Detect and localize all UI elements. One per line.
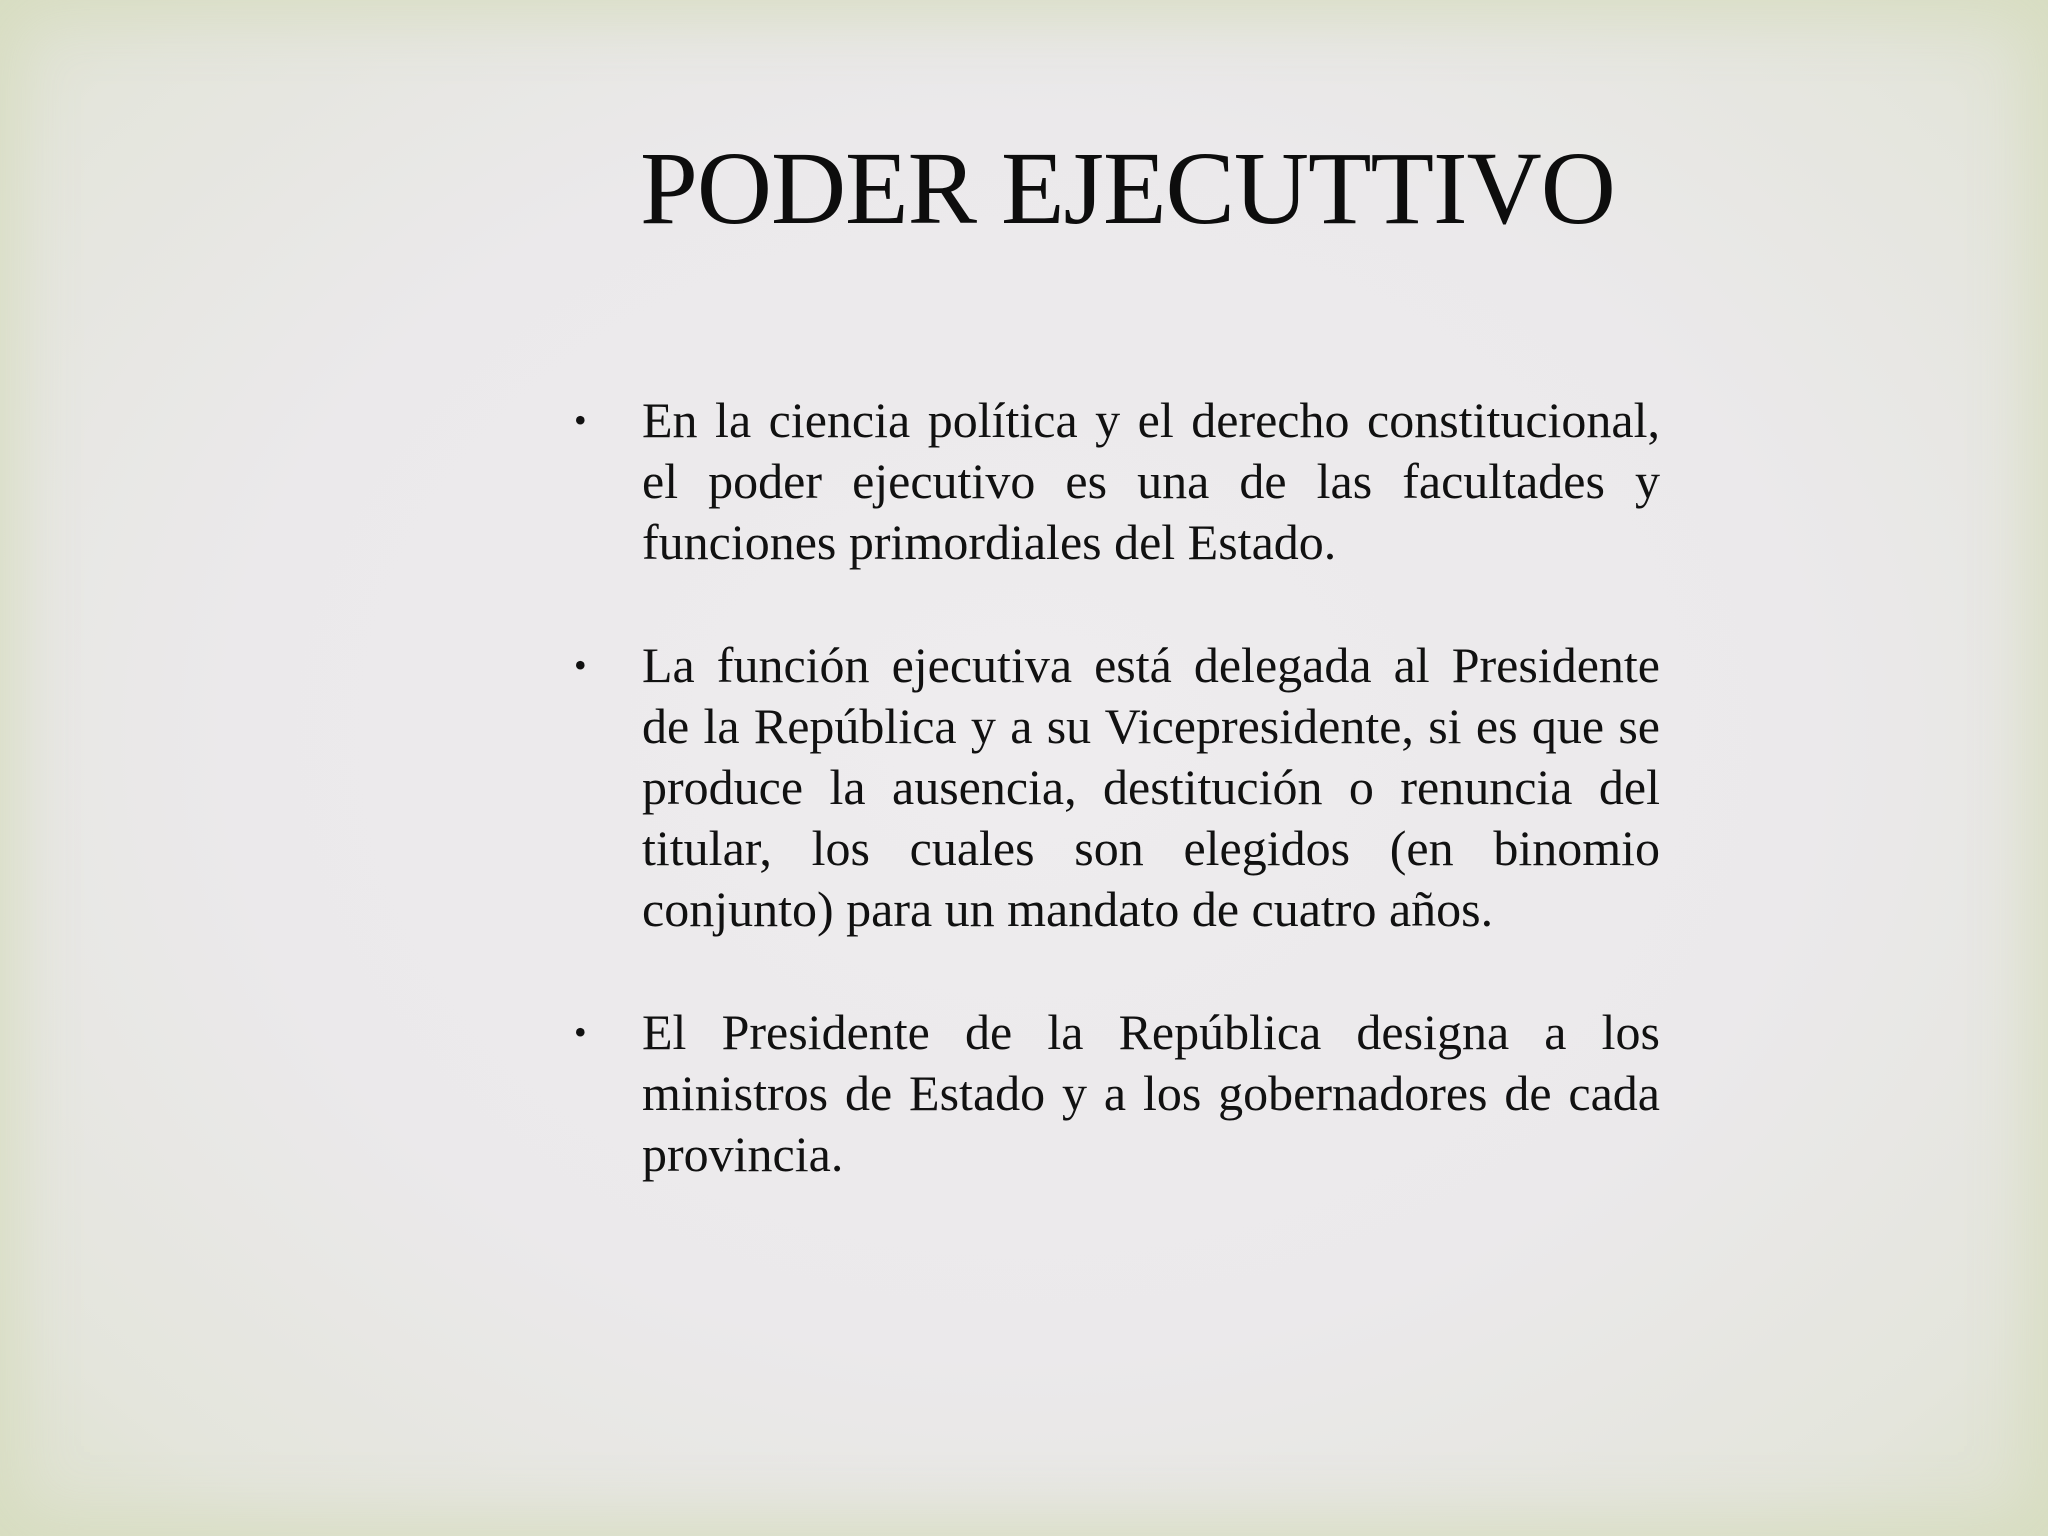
bullet-marker: •: [574, 400, 587, 440]
bullet-text: En la ciencia política y el derecho constitucional, el poder ejecutivo es una de las facultades y funciones primordiales del Estado.: [642, 392, 1660, 570]
bullet-list: [572, 390, 1660, 1247]
slide-title: PODER EJECUTTIVO: [640, 131, 1615, 246]
bullet-marker: •: [574, 1012, 587, 1052]
bullet-item: [572, 390, 1660, 573]
bullet-marker: •: [574, 645, 587, 685]
bullet-item: [572, 635, 1660, 940]
bullet-item: [572, 1002, 1660, 1185]
bullet-text: La función ejecutiva está delegada al Presidente de la República y a su Vicepresidente, si es que se produce la ausencia, destitución o renuncia del titular, los cuales son elegidos (en binomio conjunto) para un mandato de cuatro años.: [642, 637, 1660, 937]
bullet-text: El Presidente de la República designa a los ministros de Estado y a los gobernadores de cada provincia.: [642, 1004, 1660, 1182]
